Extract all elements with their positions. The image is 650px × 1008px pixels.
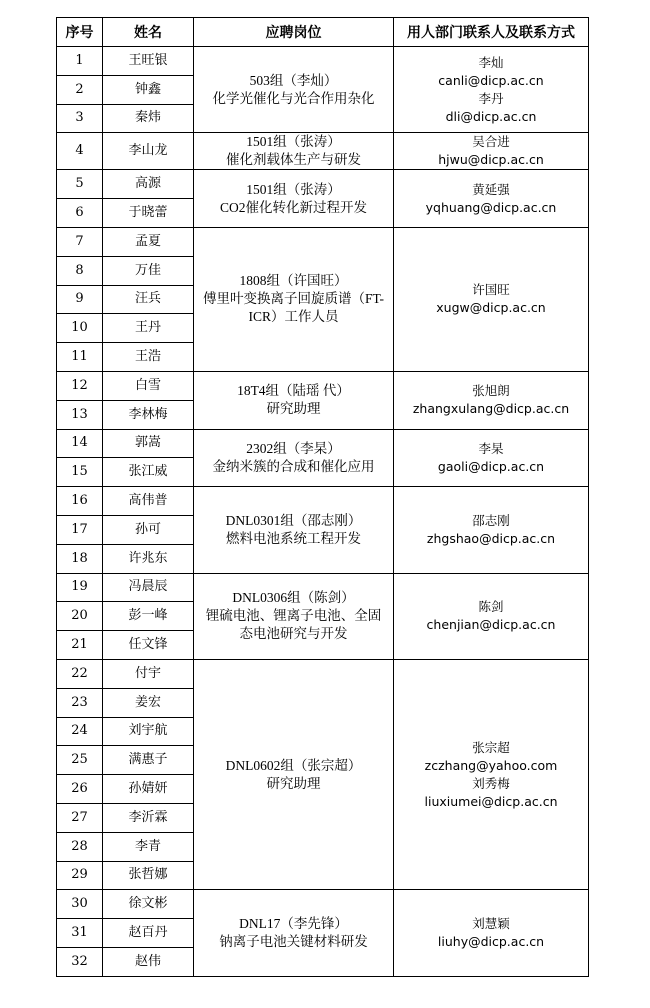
row-number: 19 — [57, 573, 103, 602]
applicant-name: 李青 — [103, 832, 194, 861]
row-number: 15 — [57, 458, 103, 487]
applicant-name: 彭一峰 — [103, 602, 194, 631]
applicant-name: 冯晨辰 — [103, 573, 194, 602]
applicant-name: 高伟普 — [103, 487, 194, 516]
contact-email: liuxiumei@dicp.ac.cn — [424, 793, 558, 809]
row-number: 26 — [57, 775, 103, 804]
position-cell — [194, 429, 394, 487]
contact-person: 许国旺 — [472, 282, 510, 298]
position-line: DNL17（李先锋） — [239, 916, 348, 931]
position-line: 18T4组（陆瑶 代） — [237, 383, 350, 399]
position-line: 研究助理 — [266, 401, 321, 417]
applicant-name: 徐文彬 — [103, 890, 194, 919]
position-line: 钠离子电池关键材料研发 — [219, 934, 368, 949]
contact-cell — [394, 47, 589, 133]
contact-email: zhangxulang@dicp.ac.cn — [412, 401, 570, 417]
row-number: 8 — [57, 256, 103, 285]
position-line: CO2催化转化新过程开发 — [219, 199, 367, 215]
contact-cell — [394, 133, 589, 170]
row-number: 27 — [57, 803, 103, 832]
contact-person: 陈剑 — [478, 599, 504, 615]
contact-person: 李杲 — [478, 440, 504, 456]
position-line: 化学光催化与光合作用杂化 — [212, 90, 375, 106]
contact-email: chenjian@dicp.ac.cn — [426, 617, 556, 633]
row-number: 30 — [57, 890, 103, 919]
row-number: 13 — [57, 400, 103, 429]
position-line: 催化剂载体生产与研发 — [226, 152, 361, 168]
contact-person: 吴合进 — [472, 134, 510, 150]
row-number: 3 — [57, 104, 103, 133]
applicant-name: 许兆东 — [103, 544, 194, 573]
contact-cell — [394, 371, 589, 429]
applicant-name: 汪兵 — [103, 285, 194, 314]
row-number: 16 — [57, 487, 103, 516]
contact-email: xugw@dicp.ac.cn — [436, 300, 546, 316]
applicant-name: 王浩 — [103, 343, 194, 372]
contact-person: 邵志刚 — [472, 512, 510, 528]
position-cell — [194, 371, 394, 429]
table-row — [57, 227, 589, 256]
applicant-name: 郭嵩 — [103, 429, 194, 458]
contact-person: 李灿 — [478, 54, 504, 70]
header-position: 应聘岗位 — [194, 18, 394, 47]
row-number: 4 — [57, 133, 103, 170]
position-cell — [194, 659, 394, 889]
header-row — [57, 18, 589, 47]
table-row — [57, 47, 589, 76]
applicant-name: 高源 — [103, 170, 194, 199]
applicant-name: 付宇 — [103, 659, 194, 688]
contact-cell — [394, 487, 589, 573]
contact-person: 黄延强 — [472, 181, 510, 197]
position-line: DNL0301组（邵志刚） — [225, 512, 362, 528]
row-number: 22 — [57, 659, 103, 688]
position-line: 2302组（李杲） — [246, 440, 341, 456]
position-cell — [194, 47, 394, 133]
applicant-name: 姜宏 — [103, 688, 194, 717]
position-line: 金纳米簇的合成和催化应用 — [212, 458, 375, 474]
row-number: 20 — [57, 602, 103, 631]
applicant-name: 王旺银 — [103, 47, 194, 76]
applicant-name: 李林梅 — [103, 400, 194, 429]
contact-cell — [394, 170, 589, 228]
applicant-name: 李沂霖 — [103, 803, 194, 832]
header-contact: 用人部门联系人及联系方式 — [394, 18, 589, 47]
table-row — [57, 659, 589, 688]
table-row — [57, 487, 589, 516]
applicant-name: 李山龙 — [103, 133, 194, 170]
applicant-name: 张哲娜 — [103, 861, 194, 890]
position-line: 态电池研究与开发 — [239, 626, 348, 642]
applicant-name: 钟鑫 — [103, 75, 194, 104]
contact-email: liuhy@dicp.ac.cn — [437, 934, 545, 949]
row-number: 24 — [57, 717, 103, 746]
position-line: 1808组（许国旺） — [239, 273, 348, 289]
table-body — [57, 47, 589, 977]
position-cell — [194, 227, 394, 371]
applicant-name: 孙婧妍 — [103, 775, 194, 804]
applicant-name: 王丹 — [103, 314, 194, 343]
contact-cell — [394, 890, 589, 976]
applicant-name: 赵百丹 — [103, 919, 194, 948]
row-number: 6 — [57, 199, 103, 228]
contact-cell — [394, 659, 589, 889]
position-cell — [194, 133, 394, 170]
table-row — [57, 133, 589, 170]
applicant-name: 孟夏 — [103, 227, 194, 256]
row-number: 29 — [57, 861, 103, 890]
applicant-name: 任文锋 — [103, 631, 194, 660]
position-line: 锂硫电池、锂离子电池、全固 — [205, 608, 382, 624]
applicant-name: 秦炜 — [103, 104, 194, 133]
row-number: 10 — [57, 314, 103, 343]
contact-person: 李丹 — [478, 90, 504, 106]
contact-person: 张宗超 — [472, 739, 510, 755]
contact-person: 张旭朗 — [472, 383, 510, 399]
contact-email: zczhang@yahoo.com — [424, 757, 558, 773]
contact-person: 刘慧颖 — [472, 916, 510, 931]
table-row — [57, 170, 589, 199]
applicant-name: 于晓蕾 — [103, 199, 194, 228]
contact-email: yqhuang@dicp.ac.cn — [425, 199, 557, 215]
applicant-name: 万佳 — [103, 256, 194, 285]
table-row — [57, 429, 589, 458]
position-cell — [194, 890, 394, 976]
row-number: 17 — [57, 515, 103, 544]
applicant-name: 白雪 — [103, 371, 194, 400]
contact-email: gaoli@dicp.ac.cn — [437, 458, 545, 474]
position-line: 燃料电池系统工程开发 — [226, 530, 361, 546]
applicant-name: 赵伟 — [103, 947, 194, 976]
applicant-table — [56, 17, 589, 977]
row-number: 23 — [57, 688, 103, 717]
row-number: 12 — [57, 371, 103, 400]
contact-email: hjwu@dicp.ac.cn — [438, 152, 544, 168]
position-line: 503组（李灿） — [249, 72, 338, 88]
position-cell — [194, 573, 394, 659]
position-line: DNL0602组（张宗超） — [225, 757, 362, 773]
row-number: 2 — [57, 75, 103, 104]
position-line: 研究助理 — [266, 775, 321, 791]
contact-person: 刘秀梅 — [472, 775, 510, 791]
applicant-name: 张江威 — [103, 458, 194, 487]
position-line: 1501组（张涛） — [246, 134, 341, 150]
contact-cell — [394, 429, 589, 487]
row-number: 1 — [57, 47, 103, 76]
row-number: 18 — [57, 544, 103, 573]
table-row — [57, 371, 589, 400]
applicant-name: 孙可 — [103, 515, 194, 544]
header-name: 姓名 — [103, 18, 194, 47]
row-number: 21 — [57, 631, 103, 660]
row-number: 28 — [57, 832, 103, 861]
table-row — [57, 573, 589, 602]
row-number: 7 — [57, 227, 103, 256]
row-number: 9 — [57, 285, 103, 314]
contact-cell — [394, 227, 589, 371]
row-number: 11 — [57, 343, 103, 372]
position-line: 傅里叶变换离子回旋质谱（FT- — [202, 291, 384, 307]
table-row — [57, 890, 589, 919]
row-number: 25 — [57, 746, 103, 775]
contact-email: canli@dicp.ac.cn — [438, 72, 544, 88]
row-number: 32 — [57, 947, 103, 976]
position-line: ICR）工作人员 — [248, 309, 339, 325]
row-number: 5 — [57, 170, 103, 199]
position-cell — [194, 487, 394, 573]
contact-cell — [394, 573, 589, 659]
position-cell — [194, 170, 394, 228]
position-line: DNL0306组（陈剑） — [232, 590, 355, 606]
position-line: 1501组（张涛） — [246, 181, 341, 197]
contact-email: dli@dicp.ac.cn — [445, 108, 537, 124]
row-number: 14 — [57, 429, 103, 458]
contact-email: zhgshao@dicp.ac.cn — [426, 530, 556, 546]
applicant-name: 刘宇航 — [103, 717, 194, 746]
header-no: 序号 — [57, 18, 103, 47]
row-number: 31 — [57, 919, 103, 948]
applicant-name: 满惠子 — [103, 746, 194, 775]
